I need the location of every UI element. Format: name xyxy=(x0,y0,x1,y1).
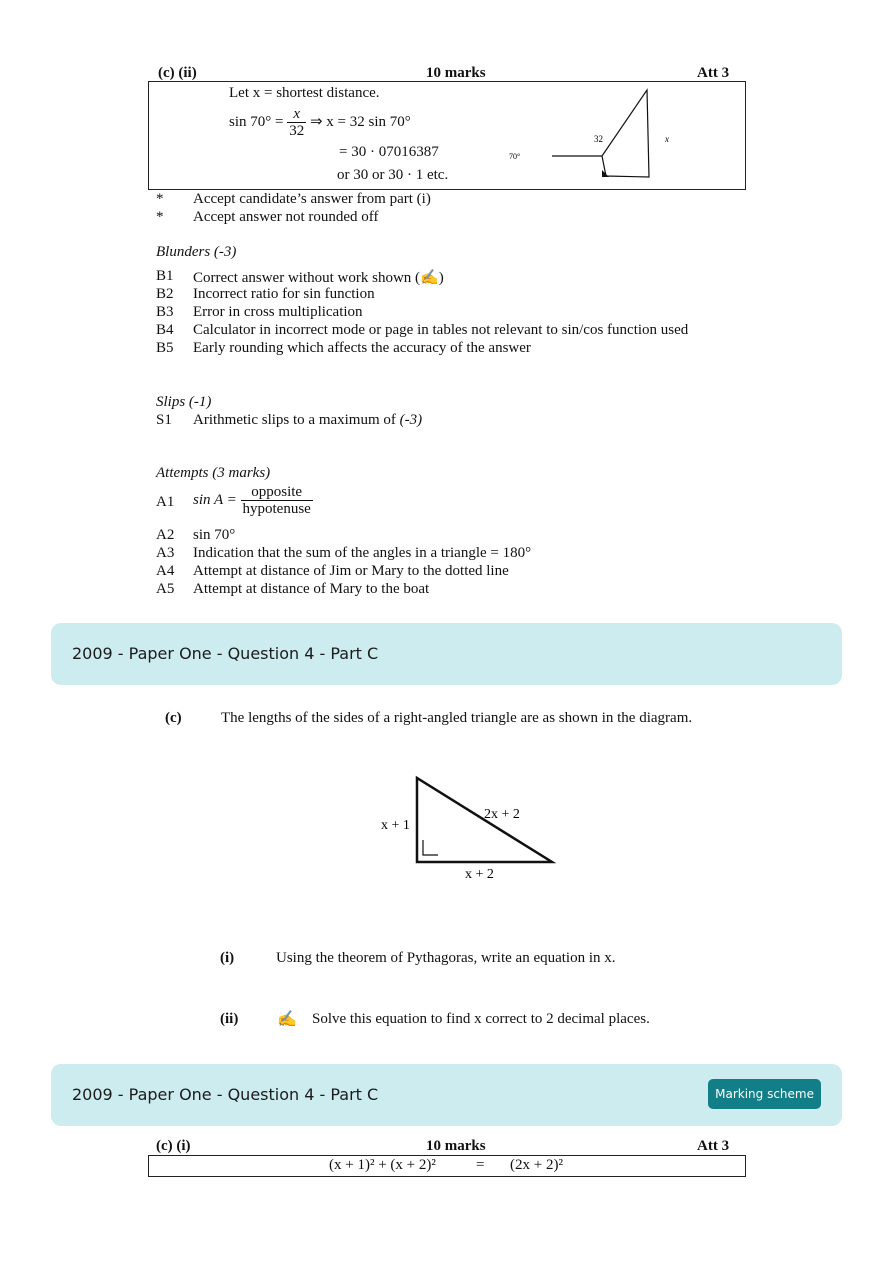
blunder-text: Correct answer without work shown (✍) xyxy=(193,270,444,286)
banner-title: 2009 - Paper One - Question 4 - Part C xyxy=(72,644,379,663)
blunder-code: B2 xyxy=(156,286,174,302)
marking-scheme-button[interactable]: Marking scheme xyxy=(708,1079,821,1109)
diagram-angle-70: 70° xyxy=(509,152,521,161)
attempt-code: A5 xyxy=(156,581,175,597)
slip-text-main: Arithmetic slips to a maximum of xyxy=(193,412,396,428)
part-i-label: (i) xyxy=(220,950,235,966)
or-line: or 30 or 30 · 1 etc. xyxy=(337,167,449,183)
blunder-text: Calculator in incorrect mode or page in tables not relevant to sin/cos function used xyxy=(193,322,689,338)
attempts-title: Attempts (3 marks) xyxy=(156,465,271,481)
part1-header-marks: 10 marks xyxy=(426,65,486,81)
a1-left: sin A = xyxy=(193,491,237,508)
slip-text-max: (-3) xyxy=(399,412,423,428)
part2-solution-box xyxy=(148,1155,746,1177)
attempt-code: A4 xyxy=(156,563,175,579)
sin-fraction xyxy=(287,106,306,139)
pythagoras-equals: = xyxy=(476,1157,485,1173)
blunder-code: B5 xyxy=(156,340,174,356)
a1-numerator: opposite xyxy=(241,484,313,501)
part-i-text: Using the theorem of Pythagoras, write an equation in x. xyxy=(276,950,616,966)
a1-denominator: hypotenuse xyxy=(242,501,311,517)
attempt-text: Attempt at distance of Jim or Mary to the dotted line xyxy=(193,563,509,579)
attempt-text: Indication that the sum of the angles in a triangle = 180° xyxy=(193,545,532,561)
label-bottom-side: x + 2 xyxy=(465,867,494,882)
marking-banner xyxy=(51,1064,842,1126)
part1-header-att: Att 3 xyxy=(697,65,730,81)
slips-title: Slips (-1) xyxy=(156,394,212,410)
part2-header-att: Att 3 xyxy=(697,1138,730,1154)
slips-list xyxy=(156,412,556,432)
sin-equation xyxy=(229,106,411,139)
blunder-code: B4 xyxy=(156,322,174,338)
blunder-text: Early rounding which affects the accuracy of the answer xyxy=(193,340,531,356)
part-ii-text: Solve this equation to find x correct to 2 decimal places. xyxy=(312,1011,650,1027)
blunder-code: B1 xyxy=(156,268,174,284)
part2-header-marks: 10 marks xyxy=(426,1138,486,1154)
banner-title: 2009 - Paper One - Question 4 - Part C xyxy=(72,1085,379,1104)
question-intro: The lengths of the sides of a right-angled triangle are as shown in the diagram. xyxy=(221,710,693,726)
label-left-side: x + 1 xyxy=(381,818,410,833)
sin-left: sin 70° = xyxy=(229,113,284,130)
sin-right: ⇒ x = 32 sin 70° xyxy=(309,113,411,130)
question-banner xyxy=(51,623,842,685)
attempt-code: A3 xyxy=(156,545,175,561)
note-text: Accept candidate’s answer from part (i) xyxy=(193,191,431,207)
right-angle-mark xyxy=(423,840,438,855)
let-line: Let x = shortest distance. xyxy=(229,85,380,101)
note-text: Accept answer not rounded off xyxy=(193,209,379,225)
right-triangle-diagram xyxy=(370,770,570,885)
attempt-text: sin 70° xyxy=(193,527,236,543)
part2-header-left: (c) (i) xyxy=(156,1138,191,1154)
label-hypotenuse: 2x + 2 xyxy=(484,807,520,822)
frac-denominator: 32 xyxy=(289,123,305,139)
notes-list xyxy=(156,190,656,230)
diagram-side-32: 32 xyxy=(594,134,603,144)
blunder-text: Incorrect ratio for sin function xyxy=(193,286,375,302)
attempt-code: A1 xyxy=(156,494,175,510)
result-line: = 30 · 07016387 xyxy=(339,144,439,160)
note-bullet: * xyxy=(156,209,164,225)
a1-fraction xyxy=(241,484,313,517)
frac-numerator: x xyxy=(287,106,306,123)
note-bullet: * xyxy=(156,191,164,207)
blunders-title: Blunders (-3) xyxy=(156,244,237,260)
attempt-a1 xyxy=(156,482,656,522)
blunders-list xyxy=(156,268,776,360)
question-label: (c) xyxy=(165,710,182,726)
part-ii-label: (ii) xyxy=(220,1011,239,1027)
attempt-a1-formula xyxy=(193,484,313,517)
pythagoras-lhs: (x + 1)² + (x + 2)² xyxy=(329,1157,436,1173)
pythagoras-rhs: (2x + 2)² xyxy=(510,1157,563,1173)
diagram-triangle xyxy=(602,90,649,177)
part1-header-left: (c) (ii) xyxy=(158,65,197,81)
boat-diagram xyxy=(504,86,704,188)
diagram-x-label: x xyxy=(665,134,669,144)
attempt-code: A2 xyxy=(156,527,175,543)
attempt-text: Attempt at distance of Mary to the boat xyxy=(193,581,430,597)
slip-text xyxy=(193,412,422,429)
attempts-list xyxy=(156,527,716,601)
blunder-text: Error in cross multiplication xyxy=(193,304,363,320)
pencil-icon: ✍ xyxy=(277,1011,297,1028)
slip-code: S1 xyxy=(156,412,172,428)
blunder-code: B3 xyxy=(156,304,174,320)
part1-solution-box xyxy=(148,81,746,190)
